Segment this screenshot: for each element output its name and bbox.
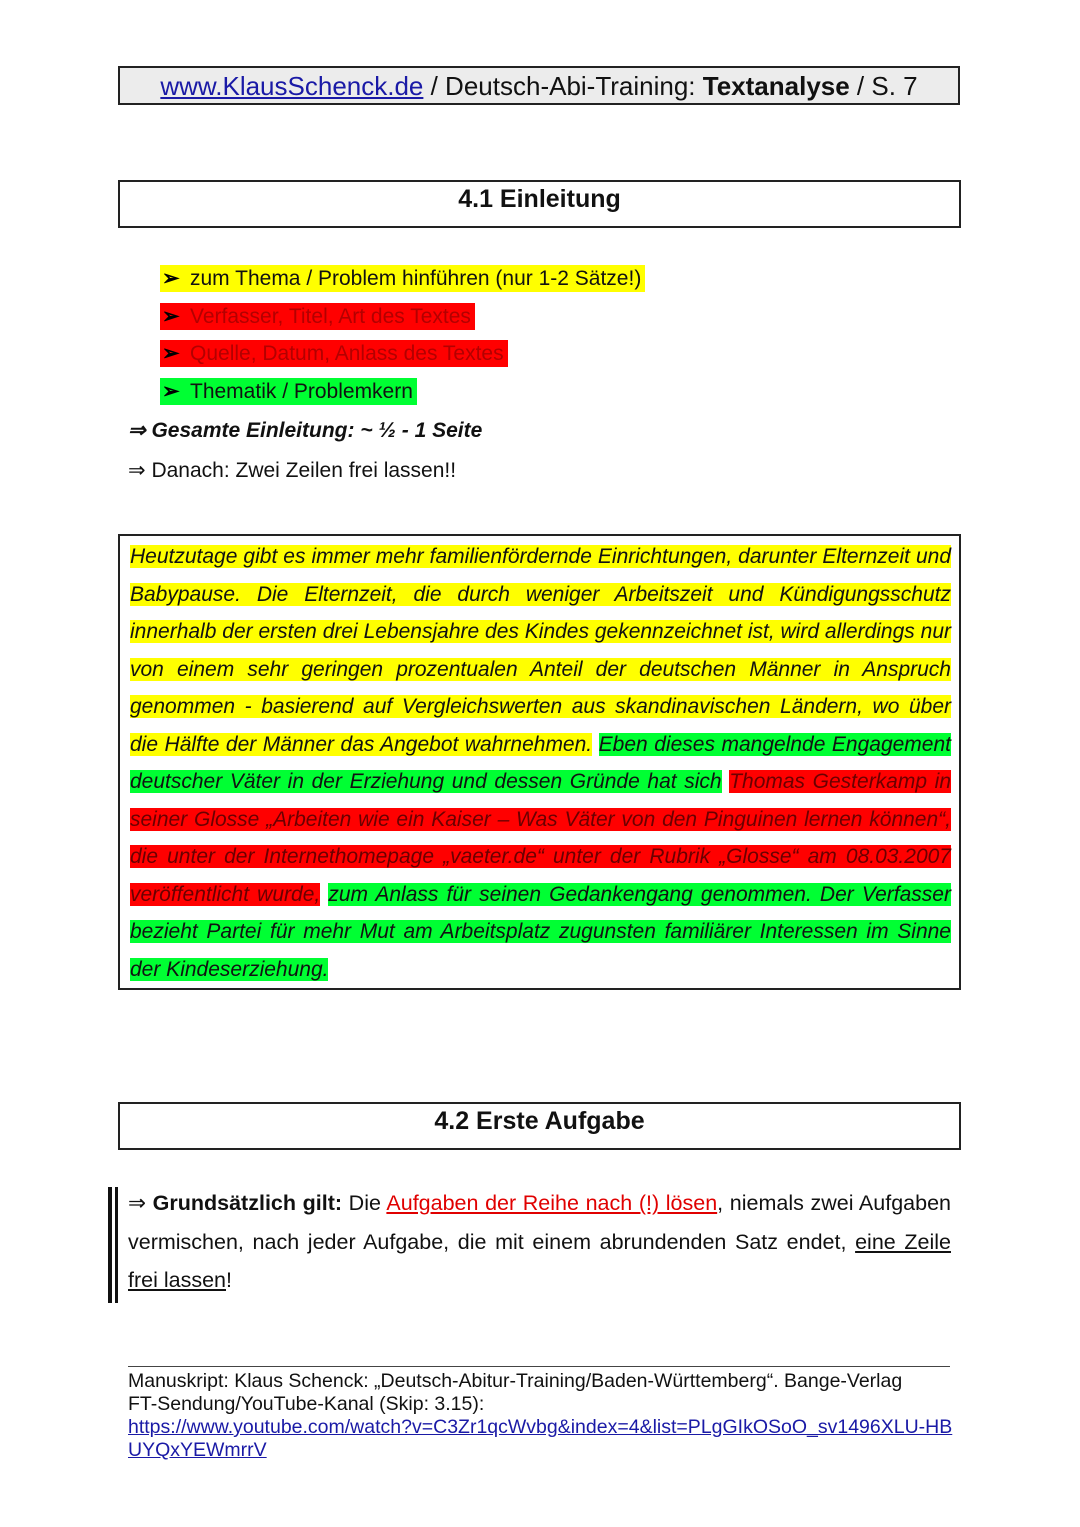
double-arrow-icon: ⇒: [128, 459, 146, 482]
task-rule-paragraph: ⇒ Grundsätzlich gilt: Die Aufgaben der Reihe nach (!) lösen, niemals zwei Aufgaben vermischen, nach jeder Aufgabe, die mit einem abrundenden Satz endet, eine Zeile frei lassen!: [128, 1191, 951, 1292]
einleitung-length-note: ⇒ Gesamte Einleitung: ~ ½ - 1 Seite: [128, 419, 483, 442]
margin-bar: [108, 1187, 112, 1303]
arrow-bullet-icon: ➢: [162, 304, 180, 328]
bullet-highlight: [160, 378, 417, 405]
blank-lines-note: ⇒ Danach: Zwei Zeilen frei lassen!!: [128, 459, 457, 482]
bullet-text: Quelle, Datum, Anlass des Textes: [190, 342, 504, 365]
example-introduction-box: [118, 534, 961, 990]
footer-divider: [128, 1366, 950, 1367]
website-link[interactable]: www.KlausSchenck.de: [160, 71, 424, 101]
page-header: [118, 66, 960, 105]
arrow-bullet-icon: ➢: [162, 267, 180, 290]
footer-manuscript: Manuskript: Klaus Schenck: „Deutsch-Abitur-Training/Baden-Württemberg“. Bange-Verlag: [128, 1370, 903, 1392]
example-paragraph: [130, 538, 951, 988]
bullet-text: Thematik / Problemkern: [190, 379, 413, 403]
double-arrow-icon: ⇒: [128, 1191, 147, 1215]
footer-broadcast: FT-Sendung/YouTube-Kanal (Skip: 3.15):: [128, 1393, 485, 1415]
page-footer: [128, 1370, 958, 1462]
rule-underlined: eine Zeile frei lassen: [128, 1229, 951, 1292]
bullet-highlight: [160, 340, 508, 367]
margin-bar: [115, 1187, 118, 1303]
section-title-erste-aufgabe: 4.2 Erste Aufgabe: [118, 1102, 961, 1150]
list-item: [160, 303, 645, 341]
arrow-bullet-icon: ➢: [162, 342, 180, 365]
arrow-bullet-icon: ➢: [162, 379, 180, 403]
bullet-highlight: [160, 303, 475, 330]
header-course: / Deutsch-Abi-Training:: [423, 71, 703, 101]
example-problem-core: Eben dieses mangelnde Engagement deutscher Väter in der Erziehung und dessen Gründe hat sich: [130, 732, 951, 793]
rule-lead: Grundsätzlich gilt:: [152, 1191, 343, 1215]
example-thesis: zum Anlass für seinen Gedankengang genommen. Der Verfasser bezieht Partei für mehr Mut am Arbeitsplatz zugunsten familiärer Interessen im Sinne der Kindeserziehung.: [130, 882, 951, 981]
example-source-details: Thomas Gesterkamp in seiner Glosse „Arbeiten wie ein Kaiser – Was Väter von den Pinguinen lernen können“, die unter der Internethomepage „vaeter.de“ unter der Rubrik „Glosse“ am 08.03.2007 veröffentlicht wurde,: [130, 770, 951, 906]
header-topic: Textanalyse: [702, 71, 850, 101]
example-topic-lead: Heutzutage gibt es immer mehr familienfördernde Einrichtungen, darunter Elternzeit und Babypause. Die Elternzeit, die durch weniger Arbeitszeit und Kündigungsschutz innerhalb der ersten drei Lebensjahre des Kindes gekennzeichnet ist, wird allerdings nur von einem sehr geringen prozentualen Anteil der deutschen Männer in Anspruch genommen - basierend auf Vergleichswerten aus skandinavischen Ländern, wo über die Hälfte der Männer das Angebot wahrnehmen.: [130, 545, 951, 756]
einleitung-checklist: [160, 265, 645, 415]
list-item: [160, 378, 645, 416]
list-item: [160, 265, 645, 303]
header-page-number: / S. 7: [849, 71, 918, 101]
youtube-link[interactable]: https://www.youtube.com/watch?v=C3Zr1qcWvbg&index=4&list=PLgGIkOSoO_sv1496XLU-HBUYQxYEWmrrV: [128, 1416, 953, 1461]
bullet-text: Verfasser, Titel, Art des Textes: [190, 304, 471, 328]
rule-emphasis: Aufgaben der Reihe nach (!) lösen: [386, 1191, 718, 1215]
double-arrow-icon: ⇒: [128, 419, 146, 442]
bullet-text: zum Thema / Problem hinführen (nur 1-2 Sätze!): [190, 267, 642, 290]
bullet-highlight: [160, 265, 645, 292]
section-title-einleitung: 4.1 Einleitung: [118, 180, 961, 228]
list-item: [160, 340, 645, 378]
